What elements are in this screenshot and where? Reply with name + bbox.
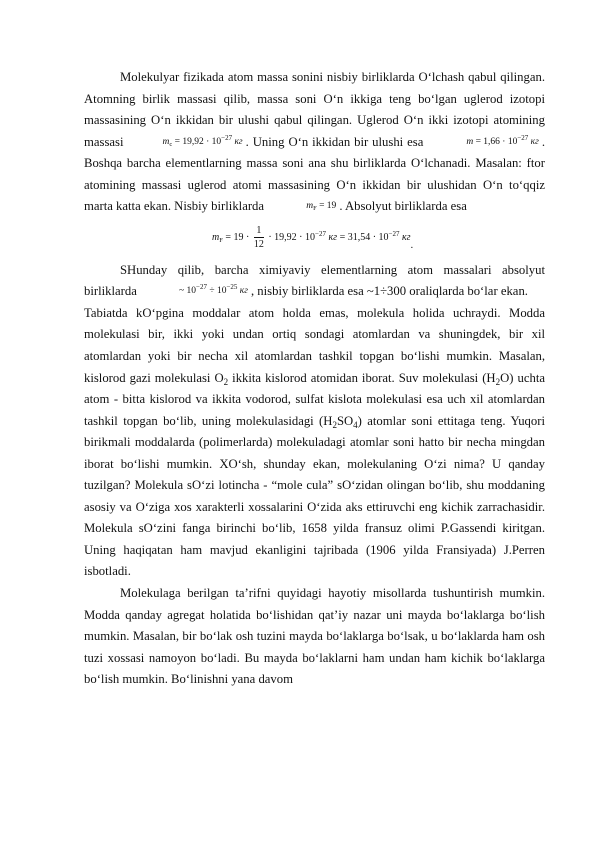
paragraph-atomic-mass [84, 67, 545, 218]
paragraph-absolute-units: SHunday qilib, barcha ximiyaviy elementlarning atom massalari absolyut birliklarda ~ $10^{-27} \div 10^{-25}$ кг , nisbiy birliklarda esa ~1÷300 oraliqlarda bo‘lar ekan. [84, 260, 545, 303]
equation-mass-range: ~ $10^{-27} \div 10^{-25}$ кг [179, 283, 248, 297]
document-page [84, 67, 545, 691]
fraction: $\frac{1}{12}$ [253, 224, 264, 250]
equation-fluorine-relative: $m_F = 19$ [306, 201, 337, 213]
equation-carbon-mass: $m_c = 19,92 \cdot 10^{-27}$ кг [162, 133, 243, 148]
equation-unit-mass: $m = 1,66 \cdot 10^{-27}$ кг [466, 133, 539, 147]
text: Molekulyar fizikada atom massa sonini nisbiy birliklarda O‘lchash qabul qilingan. Atomning birlik massasi qilib, massa soni O‘n ikkiga teng bo‘lgan uglerod izotopi massasining O‘n ikkidan bir ulushi qabul qilingan. Uglerod O‘n ikki izotopi atomining massasi [84, 70, 545, 149]
text: . Uning O‘n ikkidan bir ulushi esa [245, 134, 424, 149]
display-equation: $m_F = 19$ · $\frac{1}{12}$ · $19,92 \cdot 10^{-27}$ кг = $31,54 \cdot 10^{-27}$ кг. [212, 224, 414, 251]
text: . Boshqa barcha elementlarning massa soni ana shu birliklarda O‘lchanadi. Masalan: ftor atomining massasi uglerod atomi massasining O‘n ikkidan bir ulushidan O‘n to‘qqiz marta katta ekan. Nisbiy birliklarda [84, 134, 545, 214]
paragraph-molecules: Tabiatda kO‘pgina moddalar atom holda emas, molekula holida uchraydi. Modda molekulasi bir, ikki yoki undan ortiq sondagi atomlardan va shuningdek, bir xil atomlardan yoki bir necha xil atomlardan tashkil topgan bo‘lishi mumkin. Masalan, kislorod gazi molekulasi $O_2$ ikkita kislorod atomidan iborat. Suv molekulasi $(H_2O)$ uchta atom - bitta kislorod va ikkita vodorod, sulfat kislota molekulasi esa uch xil atomlardan tashkil topgan bo‘lib, uning molekulasidagi $(H_2SO_4)$ atomlar soni ettitaga teng. Yuqori birikmali moddalarda (polimerlarda) molekuladagi atomlar soni hatto bir necha mingdan iborat bo‘lishi mumkin. XO‘sh, shunday ekan, molekulaning O‘zi nima? U qanday tuzilgan? Molekula sO‘zi lotincha - “mole cula” sO‘zidan olingan bo‘lib, shu moddaning asosiy va O‘ziga xos xarakterli xossalarini O‘zida aks ettiruvchi eng kichik zarrachasidir. Molekula sO‘zini fanga birinchi bo‘lib, 1658 yilda fransuz olimi P.Gassendi kiritgan. Uning haqiqatan ham mavjud ekanligini tajribada (1906 yilda Fransiyada) J.Perren isbotladi. [84, 305, 545, 579]
text: . Absolyut birliklarda esa [339, 199, 467, 214]
paragraph-molecule-definition: Molekulaga berilgan ta’rifni quyidagi hayotiy misollarda tushuntirish mumkin. Modda qanday agregat holatida bo‘lishidan qat’iy nazar uni mayda bo‘laklarga bo‘lish mumkin. Masalan, bir bo‘lak osh tuzini mayda bo‘laklarga bo‘lsak, u bo‘laklarda ham osh tuzi xossasi namoyon bo‘ladi. Bu mayda bo‘laklarni ham undan ham kichik bo‘laklarga bo‘lish mumkin. Bo‘linishni yana davom [84, 586, 545, 687]
